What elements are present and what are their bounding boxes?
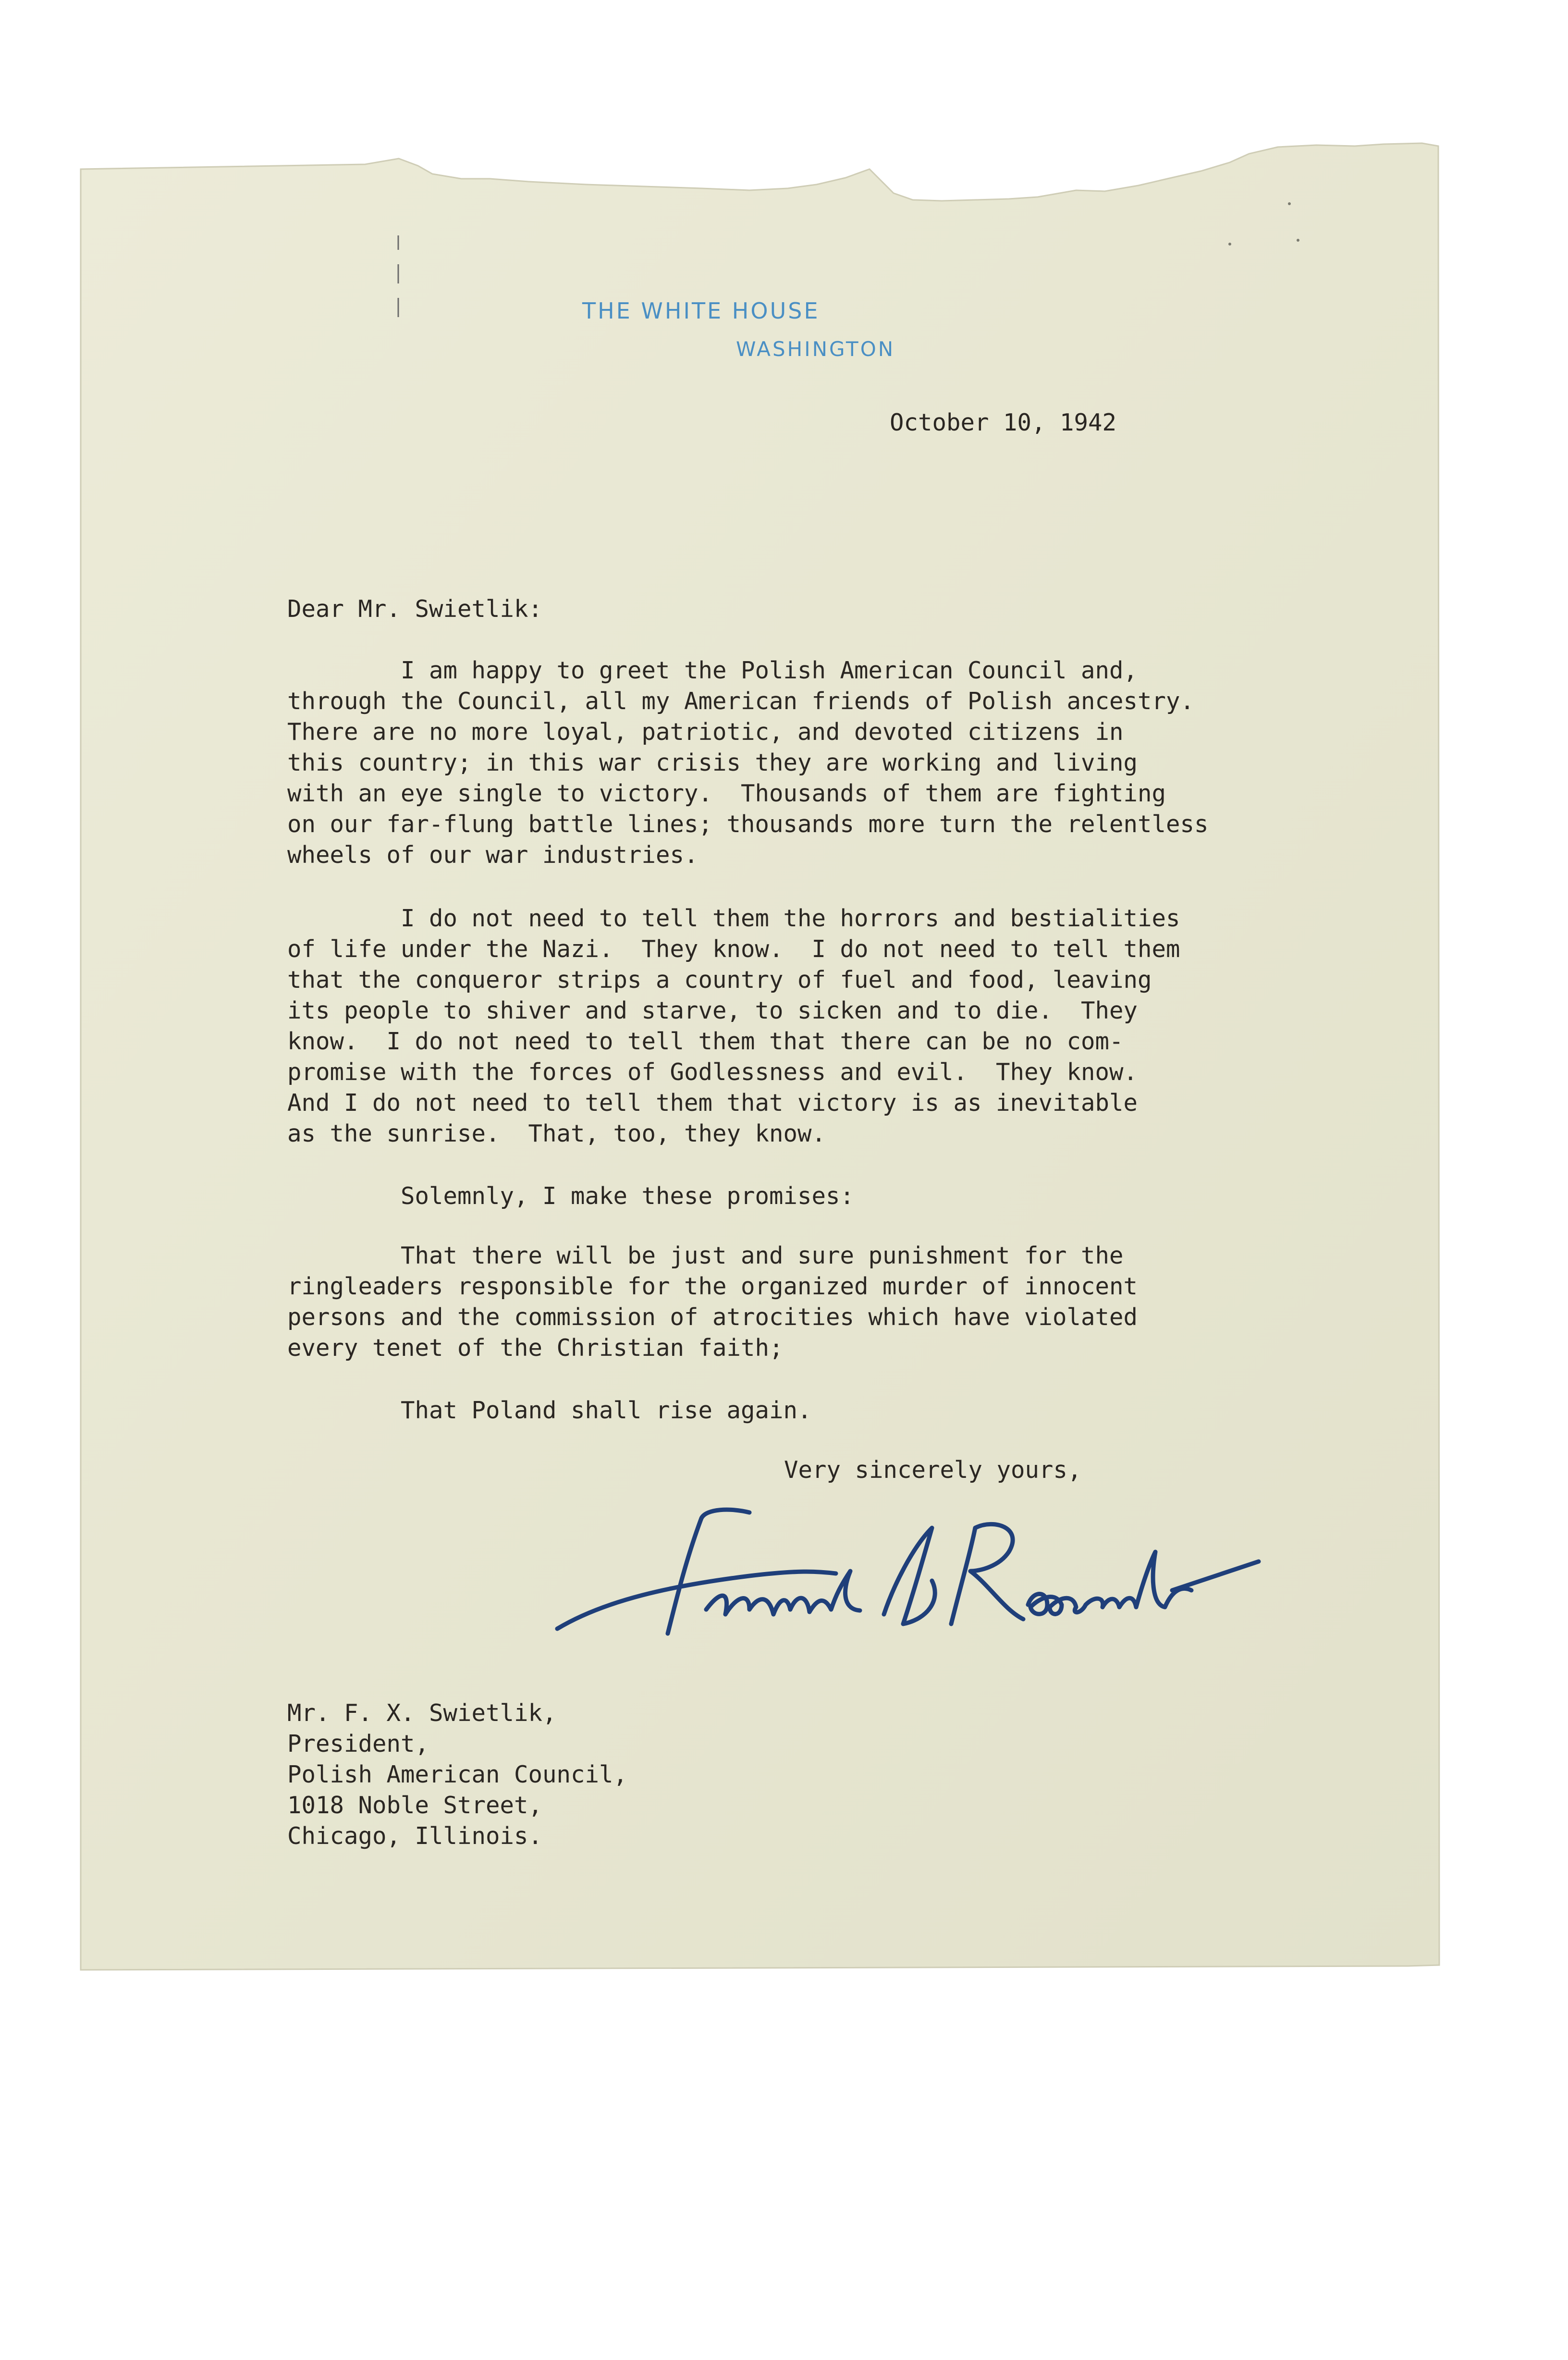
letter-paragraph-1: I am happy to greet the Polish American Council and, through the Council, all my American friends of Polish ancestry. There are no more loyal, patriotic, and devoted citizens in this country; in this war crisis they are working and living with an eye single to victory. Thousands of them are fighting on our far-flung battle lines; thousands more turn the relentless wheels of our war industries. — [287, 657, 1209, 869]
letter-paragraph-5: That Poland shall rise again. — [287, 1397, 812, 1424]
letter-date: October 10, 1942 — [890, 409, 1117, 436]
letterhead-location: WASHINGTON — [736, 337, 895, 361]
letter-salutation: Dear Mr. Swietlik: — [287, 595, 543, 623]
letter-closing: Very sincerely yours, — [784, 1456, 1082, 1484]
letter-paragraph-2: I do not need to tell them the horrors and bestialities of life under the Nazi. They know. I do not need to tell them that the conqueror strips a country of fuel and food, leaving its people to shiver and starve, to sicken and to die. They know. I do not need to tell them that there can be no com- promise with the forces of Godlessness and evil. They know. And I do not need to tell them that victory is as inevitable as the sunrise. That, too, they know. — [287, 905, 1180, 1147]
letter-paragraph-3: Solemnly, I make these promises: — [287, 1182, 855, 1210]
letter-paragraph-4: That there will be just and sure punishment for the ringleaders responsible for the organized murder of innocent persons and the commission of atrocities which have violated every tenet of the Christian faith; — [287, 1242, 1138, 1362]
recipient-address: Mr. F. X. Swietlik, President, Polish American Council, 1018 Noble Street, Chicago, Illinois. — [287, 1699, 628, 1850]
signature — [548, 1499, 1268, 1682]
letterhead-title: THE WHITE HOUSE — [582, 298, 820, 324]
